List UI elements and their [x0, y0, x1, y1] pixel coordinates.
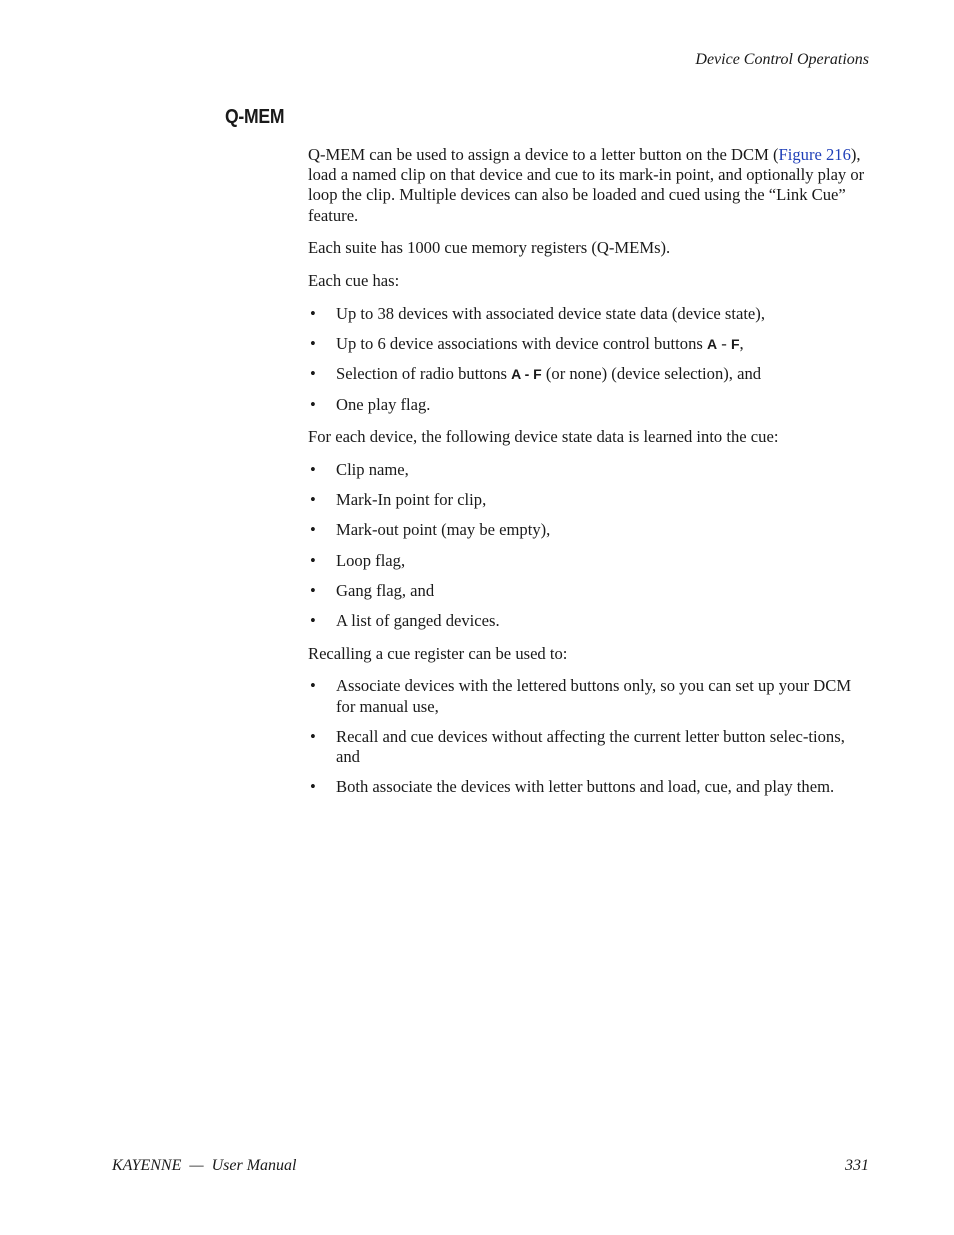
recall-paragraph: Recalling a cue register can be used to:	[308, 643, 568, 663]
list-item	[308, 304, 870, 324]
list-item	[308, 520, 870, 540]
intro-paragraph	[308, 145, 870, 226]
figure-216-link[interactable]: Figure 216	[778, 145, 851, 164]
bullet-icon: •	[310, 676, 316, 696]
footer-manual-title: KAYENNE — User Manual	[112, 1157, 297, 1174]
list-item-text: One play flag.	[336, 394, 431, 414]
bullet-icon: •	[310, 520, 316, 540]
list-item-text: Selection of radio buttons	[336, 364, 512, 384]
list-item-text: Recall and cue devices without affecting the current letter button selec-tions, and	[336, 726, 845, 767]
bullet-icon: •	[310, 364, 316, 384]
bullet-icon: •	[310, 304, 316, 323]
bullet-icon: •	[310, 611, 316, 631]
button-key-a: A	[706, 336, 718, 353]
bullet-icon: •	[310, 777, 316, 797]
body-column	[308, 145, 870, 810]
list-item	[308, 460, 870, 480]
list-item	[308, 727, 870, 767]
list-item	[308, 581, 870, 601]
bullet-icon: •	[310, 550, 316, 570]
list-item-text: Clip name,	[336, 460, 409, 479]
cue-contents-list	[308, 304, 870, 415]
list-item-text: Up to 38 devices with associated device state data (device state),	[336, 304, 765, 323]
list-item-text: Up to 6 device associations with device control buttons	[336, 334, 707, 354]
list-item	[308, 395, 870, 415]
section-heading: Q-MEM	[225, 106, 285, 128]
list-item	[308, 676, 870, 716]
running-header: Device Control Operations	[695, 51, 869, 68]
list-item-text-end: ,	[739, 334, 744, 354]
list-item	[308, 364, 870, 384]
list-item	[308, 611, 870, 631]
list-item-text: Associate devices with the lettered buttons only, so you can set up your DCM for manual use,	[336, 676, 852, 716]
list-item	[308, 490, 870, 510]
list-item-text: Mark-out point (may be empty),	[336, 520, 551, 540]
list-item	[308, 551, 870, 571]
footer-page-number: 331	[845, 1157, 869, 1174]
intro-text-end: ), load a named clip on that device and cue to its mark-in point, and optionally play or loop the clip. Multiple devices can also be loaded and cued using the “Link Cue” feature.	[308, 145, 865, 225]
list-item	[308, 777, 870, 797]
recall-uses-list	[308, 676, 870, 797]
list-item-text: Gang flag, and	[336, 580, 435, 600]
bullet-icon: •	[310, 460, 316, 479]
bullet-icon: •	[310, 334, 316, 354]
button-key-f: F	[730, 336, 740, 353]
state-data-list	[308, 460, 870, 631]
bullet-icon: •	[310, 490, 316, 510]
bullet-icon: •	[310, 394, 316, 414]
bullet-icon: •	[310, 580, 316, 600]
list-item-text: Mark-In point for clip,	[336, 490, 487, 510]
key-separator: -	[717, 334, 731, 354]
list-item	[308, 334, 870, 354]
button-key-range: A - F	[511, 366, 542, 383]
state-data-paragraph: For each device, the following device state data is learned into the cue:	[308, 427, 779, 447]
list-item-text-end: (or none) (device selection), and	[541, 364, 762, 384]
intro-text-start: Q-MEM can be used to assign a device to a letter button on the DCM (	[308, 145, 779, 164]
bullet-icon: •	[310, 726, 316, 746]
list-item-text: Loop flag,	[336, 550, 406, 570]
list-item-text: A list of ganged devices.	[336, 611, 500, 631]
list-item-text: Both associate the devices with letter buttons and load, cue, and play them.	[336, 777, 835, 797]
registers-paragraph: Each suite has 1000 cue memory registers (Q-MEMs).	[308, 238, 671, 258]
cue-has-paragraph: Each cue has:	[308, 271, 400, 291]
